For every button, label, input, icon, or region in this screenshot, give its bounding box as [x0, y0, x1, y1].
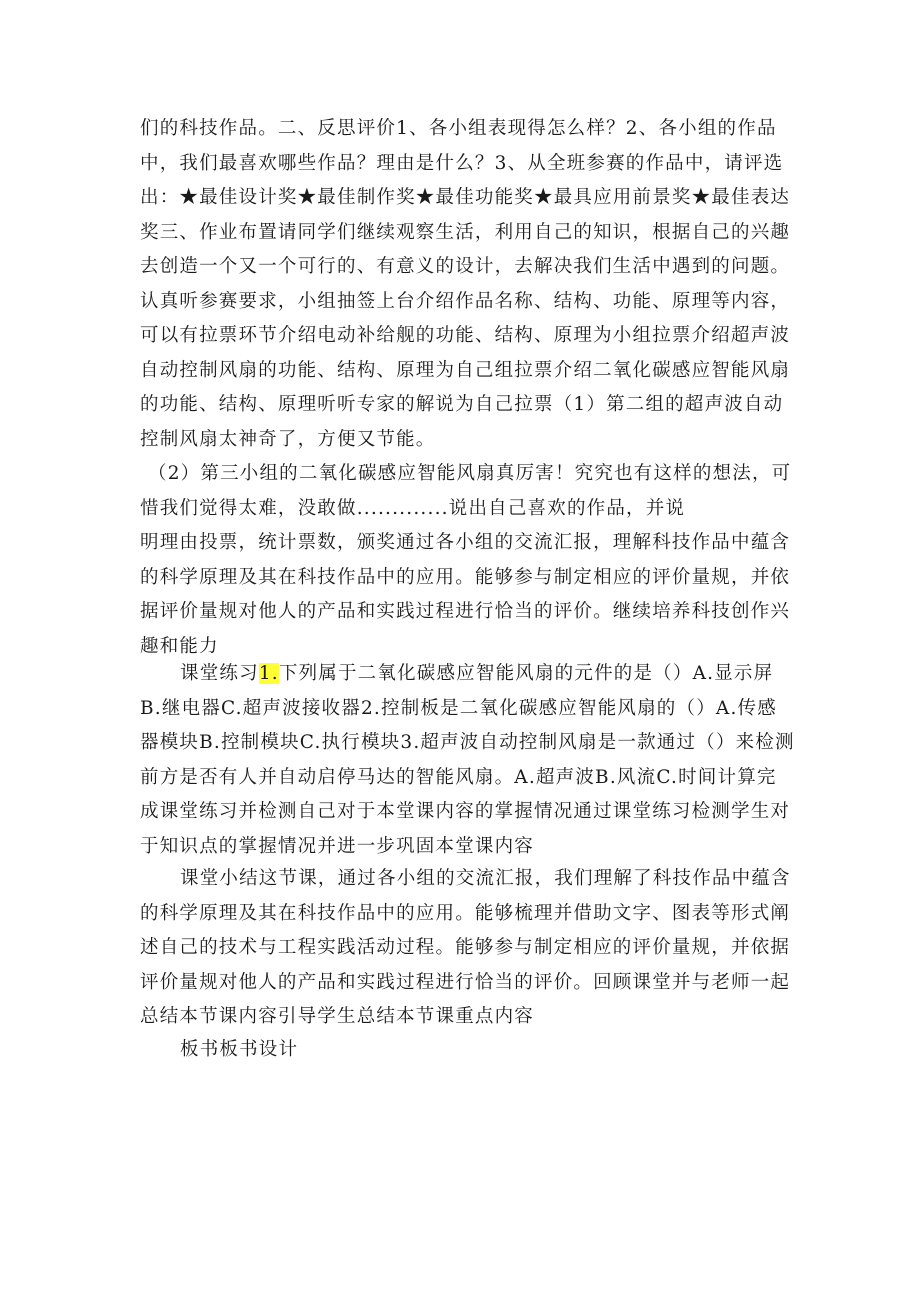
text-block-1 — [140, 112, 795, 457]
exercise-questions: 下列属于二氧化碳感应智能风扇的元件的是（）A.显示屏B.继电器C.超声波接收器2.控制板是二氧化碳感应智能风扇的（）A.传感器模块B.控制模块C.执行模块3.超声波自动控制风扇是一款通过（）来检测前方是否有人并自动启停马达的智能风扇。A.超声波B.风流C.时间计算完成课堂练习并检测自己对于本堂课内容的掌握情况通过课堂练习检测学生对于知识点的掌握情况并进一步巩固本堂课内容 — [140, 663, 795, 857]
text-block-5 — [140, 862, 795, 1035]
text-block-6 — [140, 1033, 795, 1068]
text-block-2 — [140, 457, 795, 526]
text-block-4 — [140, 657, 795, 864]
highlighted-number: 1. — [258, 663, 279, 684]
text-block-3 — [140, 526, 795, 664]
paragraph-review-and-voting: 们的科技作品。二、反思评价1、各小组表现得怎么样？2、各小组的作品中，我们最喜欢哪些作品？理由是什么？3、从全班参赛的作品中，请评选出：★最佳设计奖★最佳制作奖★最佳功能奖★最具应用前景奖★最佳表达奖三、作业布置请同学们继续观察生活，利用自己的知识，根据自己的兴趣去创造一个又一个可行的、有意义的设计，去解决我们生活中遇到的问题。认真听参赛要求，小组抽签上台介绍作品名称、结构、功能、原理等内容，可以有拉票环节介绍电动补给舰的功能、结构、原理为小组拉票介绍超声波自动控制风扇的功能、结构、原理为自己组拉票介绍二氧化碳感应智能风扇的功能、结构、原理听听专家的解说为自己拉票（1）第二组的超声波自动控制风扇太神奇了，方便又节能。 — [140, 118, 791, 450]
exercise-lead: 课堂练习 — [180, 663, 259, 684]
paragraph-class-summary: 课堂小结这节课，通过各小组的交流汇报，我们理解了科技作品中蕴含的科学原理及其在科技作品中的应用。能够梳理并借助文字、图表等形式阐述自己的技术与工程实践活动过程。能够参与制定相应的评价量规，并依据评价量规对他人的产品和实践过程进行恰当的评价。回顾课堂并与老师一起总结本节课内容引导学生总结本节课重点内容 — [140, 868, 791, 1027]
paragraph-class-exercise — [140, 657, 795, 864]
paragraph-board-design: 板书板书设计 — [180, 1039, 299, 1060]
paragraph-voting-goals: 明理由投票，统计票数，颁奖通过各小组的交流汇报，理解科技作品中蕴含的科学原理及其在科技作品中的应用。能够参与制定相应的评价量规，并依据评价量规对他人的产品和实践过程进行恰当的评价。继续培养科技创作兴趣和能力 — [140, 532, 791, 657]
paragraph-group-three-comment: （2）第三小组的二氧化碳感应智能风扇真厉害！究究也有这样的想法，可惜我们觉得太难，没敢做.............说出自己喜欢的作品，并说 — [140, 463, 792, 519]
